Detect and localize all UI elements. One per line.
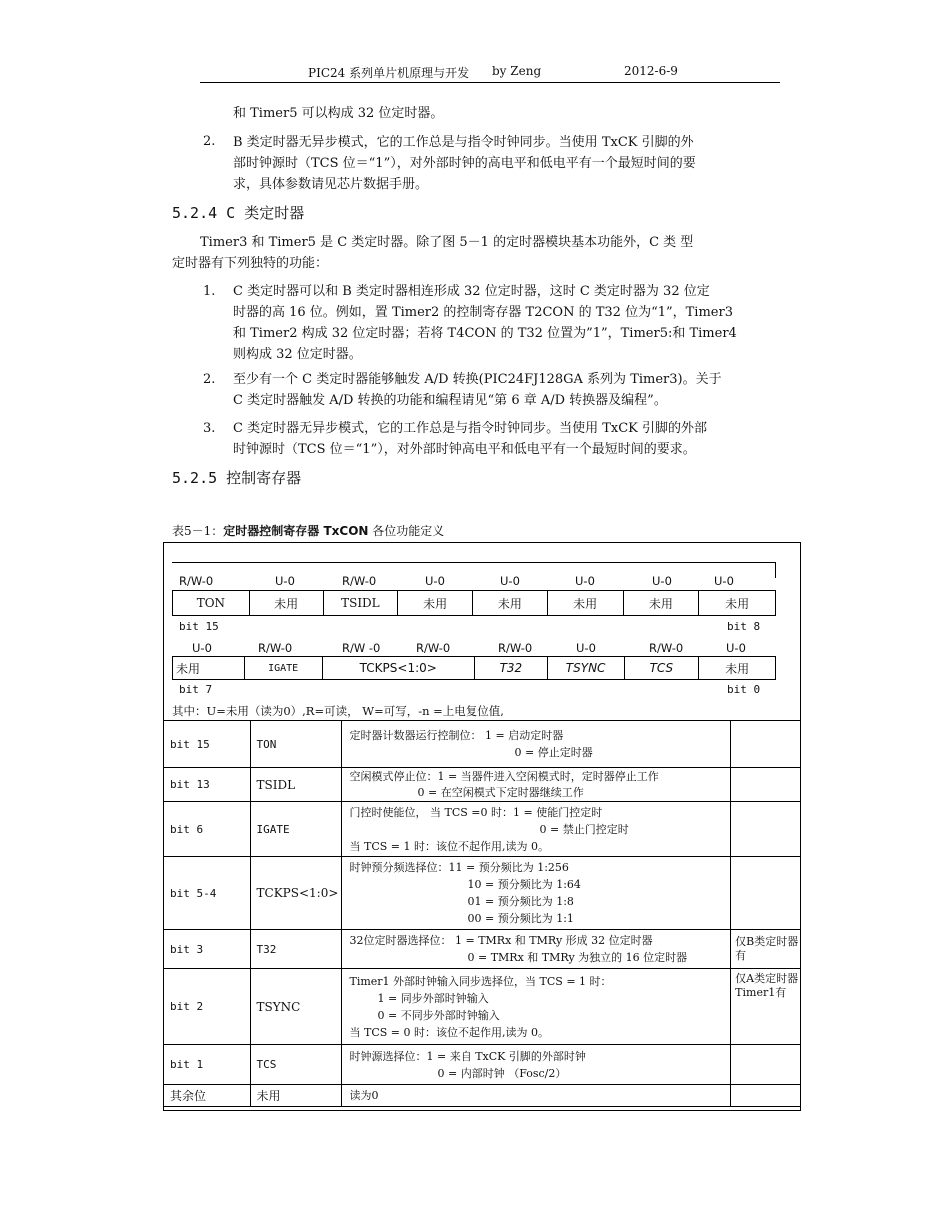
table-row <box>164 1085 801 1107</box>
description-line: 00 = 预分频比为 1:1 <box>467 912 574 925</box>
note-cell <box>731 768 801 802</box>
description-cell <box>341 721 731 768</box>
name-cell: IGATE <box>250 802 341 857</box>
bit-name: 未用 <box>473 591 548 615</box>
section-heading-524: 5.2.4 C 类定时器 <box>172 204 305 222</box>
note-cell <box>731 1045 801 1085</box>
bit-cell: bit 3 <box>164 930 251 969</box>
item1-line: 和 Timer2 构成 32 位定时器；若将 T4CON 的 T32 位置为”1”，Timer5:和 Timer4 <box>233 326 737 341</box>
item3-text <box>233 418 707 460</box>
bit-access: R/W-0 <box>258 641 293 655</box>
bit-access: R/W-0 <box>179 574 214 588</box>
register-low-names <box>172 656 776 680</box>
bit-description-table <box>163 720 801 1107</box>
paragraph-line: 定时器有下列独特的功能： <box>172 256 329 271</box>
bit-cell: bit 2 <box>164 969 251 1045</box>
bit-name: TCS <box>625 657 700 679</box>
description-cell <box>341 857 731 930</box>
name-cell: TCKPS<1:0> <box>250 857 341 930</box>
table-row <box>164 857 801 930</box>
bit-name: 未用 <box>725 661 750 676</box>
description-line: 当 TCS = 1 时：该位不起作用,读为 0。 <box>349 839 549 853</box>
intro-item2-line: 部时钟源时（TCS 位＝“1”），对外部时钟的高电平和低电平有一个最短时间的要 <box>233 156 696 171</box>
bit-name: TSIDL <box>324 591 399 615</box>
bit-cell: bit 15 <box>164 721 251 768</box>
description-line: 0 = 内部时钟 （Fosc/2） <box>437 1066 567 1080</box>
paragraph-line: Timer3 和 Timer5 是 C 类定时器。除了图 5－1 的定时器模块基本功能外，C 类 型 <box>200 235 694 250</box>
item1-line: 时器的高 16 位。例如，置 Timer2 的控制寄存器 T2CON 的 T32 位为“1”，Timer3 <box>233 305 733 320</box>
item3-line: C 类定时器无异步模式，它的工作总是与指令时钟同步。当使用 TxCK 引脚的外部 <box>233 421 708 436</box>
bit-access: R/W-0 <box>649 641 684 655</box>
table-row <box>164 802 801 857</box>
bit-access: R/W-0 <box>498 641 533 655</box>
name-cell: TON <box>250 721 341 768</box>
note-cell <box>731 802 801 857</box>
bit-cell: 其余位 <box>164 1085 251 1107</box>
bit-access: U-0 <box>575 574 595 588</box>
description-line: 0 = TMRx 和 TMRy 为独立的 16 位定时器 <box>467 951 688 964</box>
description-line: 时钟预分频选择位：11 = 预分频比为 1:256 <box>349 861 569 874</box>
description-line: 32位定时器选择位： 1 = TMRx 和 TMRy 形成 32 位定时器 <box>349 934 653 947</box>
bit-name: T32 <box>475 657 548 679</box>
intro-continuation: 和 Timer5 可以构成 32 位定时器。 <box>233 106 444 121</box>
intro-item2-number: 2. <box>203 134 216 149</box>
bit-cell: bit 6 <box>164 802 251 857</box>
bit-cell: bit 13 <box>164 768 251 802</box>
name-cell: TSIDL <box>250 768 341 802</box>
item2-line: 至少有一个 C 类定时器能够触发 A/D 转换(PIC24FJ128GA 系列为 Timer3)。关于 <box>233 372 722 387</box>
register-legend: 其中：U=未用（读为0）,R=可读， W=可写，-n =上电复位值, <box>172 704 504 718</box>
description-cell <box>341 802 731 857</box>
bit-access: R/W -0 <box>342 641 381 655</box>
note-cell <box>731 721 801 768</box>
item1-line: 则构成 32 位定时器。 <box>233 347 362 362</box>
bit-position-label: bit 8 <box>727 620 761 633</box>
intro-item2-text <box>233 132 696 195</box>
description-line: Timer1 外部时钟输入同步选择位，当 TCS = 1 时： <box>349 974 612 988</box>
bit-name: 未用 <box>250 591 324 615</box>
caption-prefix: 表5－1： <box>172 524 224 538</box>
name-cell: T32 <box>250 930 341 969</box>
bit-position-label: bit 15 <box>179 620 219 633</box>
description-line: 0 = 在空闲模式下定时器继续工作 <box>417 785 584 799</box>
description-line: 门控时使能位， 当 TCS =0 时：1 = 使能门控定时 <box>349 805 603 819</box>
bit-access: R/W-0 <box>342 574 377 588</box>
item2-line: C 类定时器触发 A/D 转换的功能和编程请见“第 6 章 A/D 转换器及编程”。 <box>233 393 667 408</box>
bit-access: U-0 <box>714 574 734 588</box>
description-cell <box>341 1045 731 1085</box>
item3-number: 3. <box>203 421 216 436</box>
description-line: 10 = 预分频比为 1:64 <box>467 878 581 891</box>
item2-text <box>233 369 722 411</box>
caption-suffix: 各位功能定义 <box>368 524 445 538</box>
bit-name: TON <box>173 591 250 615</box>
description-cell <box>341 768 731 802</box>
bit-name: 未用 <box>624 591 700 615</box>
intro-item2-line: B 类定时器无异步模式，它的工作总是与指令时钟同步。当使用 TxCK 引脚的外 <box>233 135 694 150</box>
table-caption <box>172 522 444 539</box>
bit-name: 未用 <box>398 591 473 615</box>
description-line: 0 = 禁止门控定时 <box>539 822 629 836</box>
name-cell: TSYNC <box>250 969 341 1045</box>
page-header <box>200 62 780 83</box>
divider <box>775 562 776 578</box>
header-book-title: PIC24 系列单片机原理与开发 <box>308 66 470 80</box>
bit-cell: bit 5-4 <box>164 857 251 930</box>
description-line: 定时器计数器运行控制位： 1 = 启动定时器 <box>349 729 564 742</box>
bit-access: U-0 <box>275 574 295 588</box>
bit-access: U-0 <box>652 574 672 588</box>
item2-number: 2. <box>203 372 216 387</box>
note-cell: 仅B类定时器有 <box>731 930 801 969</box>
bit-name: 未用 <box>173 657 245 679</box>
bit-access: U-0 <box>425 574 445 588</box>
section-524-paragraph <box>172 232 693 274</box>
table-row <box>164 721 801 768</box>
table-row <box>164 1045 801 1085</box>
table-row <box>164 930 801 969</box>
bit-access: R/W-0 <box>416 641 451 655</box>
description-line: 时钟源选择位：1 = 来自 TxCK 引脚的外部时钟 <box>349 1049 586 1063</box>
bit-name: IGATE <box>245 657 323 679</box>
item1-number: 1. <box>203 284 216 299</box>
item3-line: 时钟源时（TCS 位＝“1”），对外部时钟高电平和低电平有一个最短时间的要求。 <box>233 442 696 457</box>
note-cell: 仅A类定时器Timer1有 <box>731 969 801 1045</box>
description-line: 01 = 预分频比为 1:8 <box>467 895 574 908</box>
register-high-names <box>172 590 776 616</box>
description-line: 读为0 <box>349 1089 379 1102</box>
bit-name: TCKPS<1:0> <box>323 657 475 679</box>
description-cell <box>341 1085 731 1107</box>
description-line: 0 = 停止定时器 <box>514 746 593 759</box>
item1-line: C 类定时器可以和 B 类定时器相连形成 32 位定时器，这时 C 类定时器为 32 位定 <box>233 284 710 299</box>
item1-text <box>233 281 737 365</box>
description-line: 1 = 同步外部时钟输入 <box>377 991 489 1005</box>
bit-name: TSYNC <box>548 657 625 679</box>
bit-position-label: bit 7 <box>179 683 213 696</box>
description-line: 空闲模式停止位：1 = 当器件进入空闲模式时，定时器停止工作 <box>349 769 659 783</box>
note-cell <box>731 857 801 930</box>
note-cell <box>731 1085 801 1107</box>
table-row <box>164 768 801 802</box>
description-line: 0 = 不同步外部时钟输入 <box>377 1008 500 1022</box>
description-cell <box>341 930 731 969</box>
name-cell: TCS <box>250 1045 341 1085</box>
header-author: by Zeng <box>492 64 542 78</box>
bit-access: U-0 <box>576 641 596 655</box>
name-cell: 未用 <box>250 1085 341 1107</box>
table-row <box>164 969 801 1045</box>
bit-access: U-0 <box>500 574 520 588</box>
bit-name: 未用 <box>548 591 624 615</box>
header-date: 2012-6-9 <box>624 64 678 78</box>
divider <box>172 562 776 563</box>
section-heading-525: 5.2.5 控制寄存器 <box>172 469 302 487</box>
description-cell <box>341 969 731 1045</box>
bit-position-label: bit 0 <box>727 683 761 696</box>
bit-cell: bit 1 <box>164 1045 251 1085</box>
bit-access: U-0 <box>726 641 746 655</box>
description-line: 当 TCS = 0 时：该位不起作用,读为 0。 <box>349 1025 549 1039</box>
caption-title: 定时器控制寄存器 TxCON <box>223 524 369 538</box>
bit-access: U-0 <box>192 641 212 655</box>
bit-name: 未用 <box>725 596 750 611</box>
intro-item2-line: 求，具体参数请见芯片数据手册。 <box>233 177 429 192</box>
